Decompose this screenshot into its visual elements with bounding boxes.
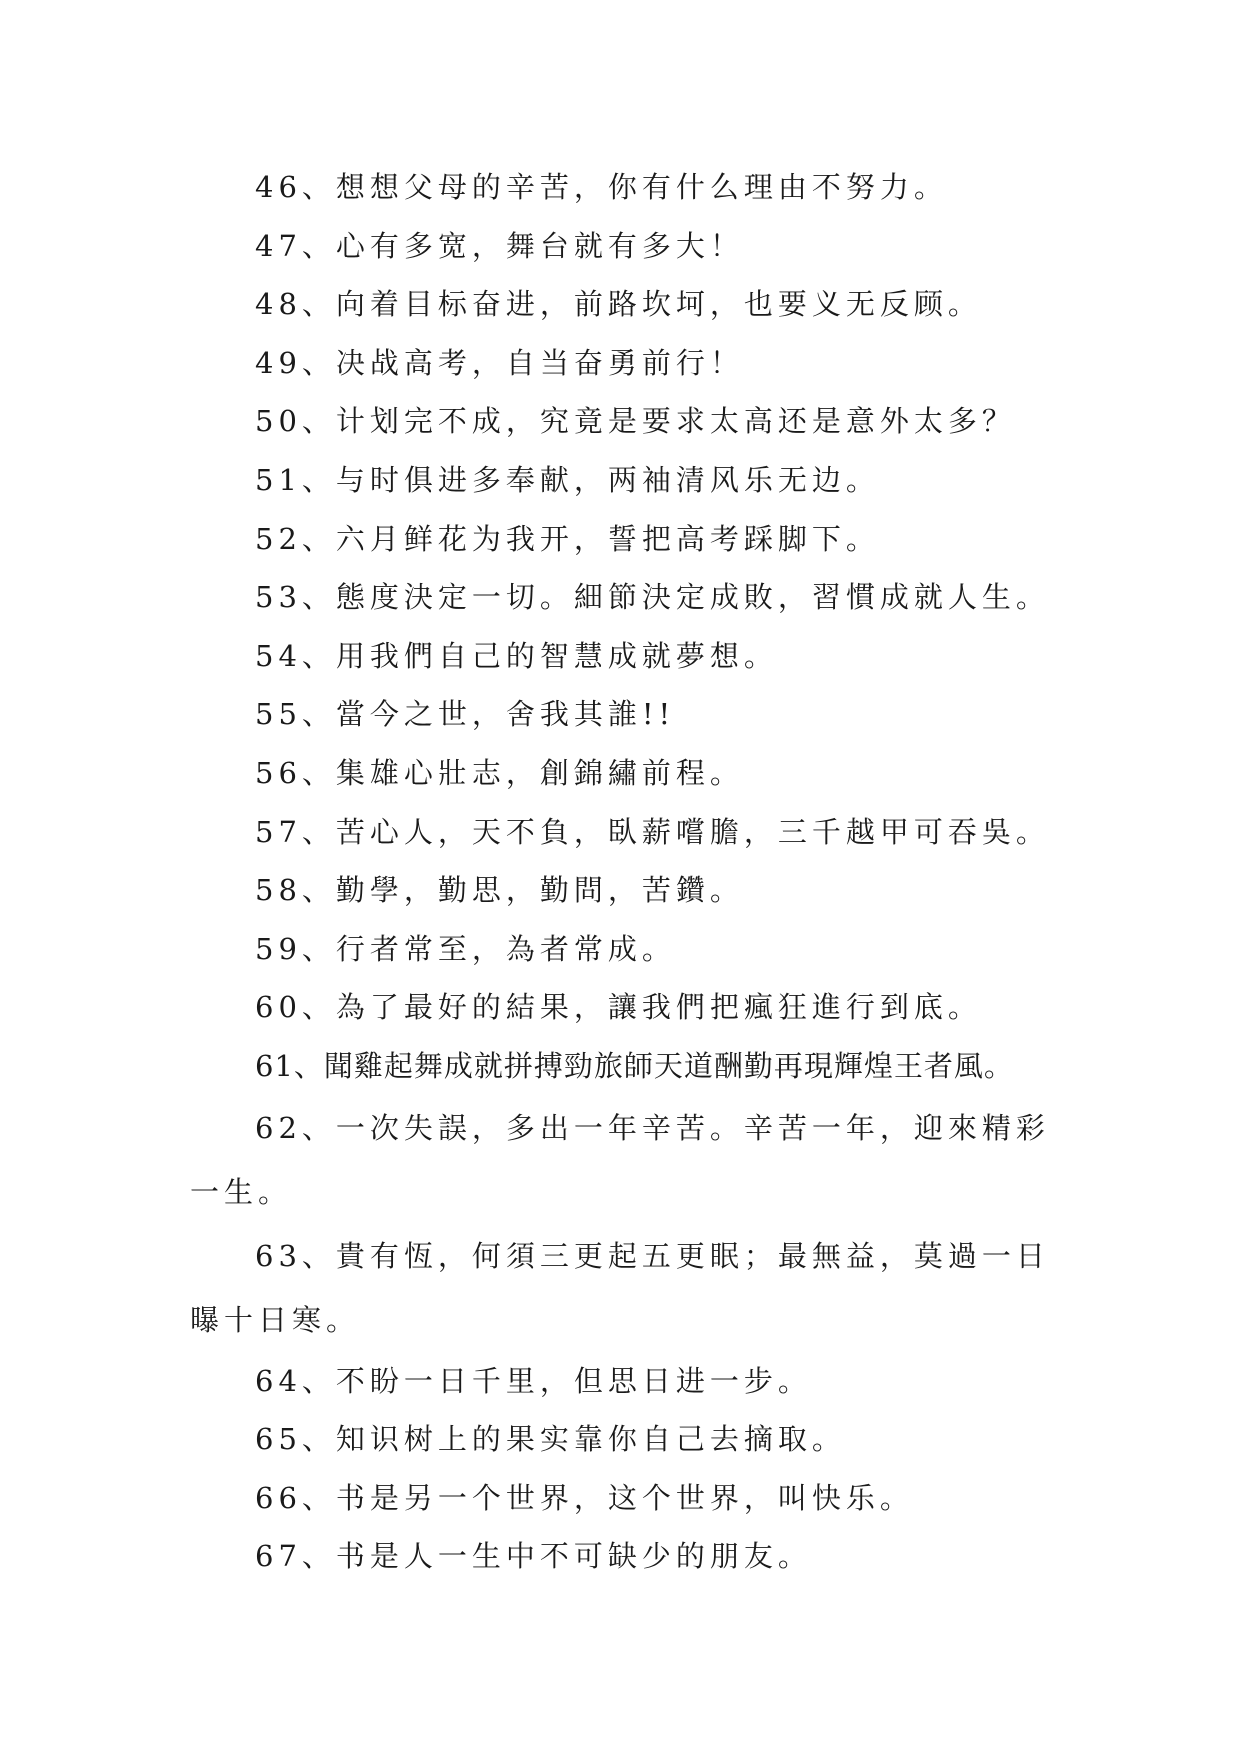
list-item: 61、聞雞起舞成就拼搏勁旅師天道酬勤再現輝煌王者風。	[255, 1048, 1014, 1083]
list-item: 49、决战高考，自当奋勇前行！	[255, 345, 744, 380]
list-item: 48、向着目标奋进，前路坎坷，也要义无反顾。	[255, 287, 982, 322]
list-item: 56、集雄心壯志，創錦繡前程。	[255, 755, 744, 790]
list-item: 54、用我們自己的智慧成就夢想。	[255, 638, 778, 673]
list-item: 67、书是人一生中不可缺少的朋友。	[255, 1539, 812, 1574]
list-item: 60、為了最好的結果，讓我們把瘋狂進行到底。	[255, 990, 982, 1025]
list-item: 51、与时俱进多奉献，两袖清风乐无边。	[255, 462, 880, 497]
list-item: 50、计划完不成，究竟是要求太高还是意外太多？	[255, 404, 1016, 439]
list-item: 52、六月鲜花为我开，誓把高考踩脚下。	[255, 521, 880, 556]
list-item: 46、想想父母的辛苦，你有什么理由不努力。	[255, 170, 948, 204]
list-item: 63、貴有恆，何須三更起五更眠；最無益，莫過一日曝十日寒。	[190, 1238, 1050, 1337]
list-item: 64、不盼一日千里，但思日进一步。	[255, 1363, 812, 1398]
document-body	[190, 158, 1052, 1586]
list-item: 66、书是另一个世界，这个世界，叫快乐。	[255, 1480, 914, 1515]
list-item: 65、知识树上的果实靠你自己去摘取。	[255, 1422, 846, 1457]
list-item: 57、苦心人，天不負，臥薪嚐膽，三千越甲可吞吳。	[255, 814, 1050, 849]
list-item: 59、行者常至，為者常成。	[255, 931, 676, 966]
list-item: 62、一次失誤，多出一年辛苦。辛苦一年，迎來精彩一生。	[190, 1110, 1050, 1209]
list-item: 58、勤學，勤思，勤問，苦鑽。	[255, 873, 744, 908]
list-item: 53、態度決定一切。細節決定成敗，習慣成就人生。	[255, 580, 1050, 615]
list-item: 47、心有多宽，舞台就有多大！	[255, 228, 744, 263]
list-item: 55、當今之世，舍我其誰!!	[255, 697, 676, 732]
